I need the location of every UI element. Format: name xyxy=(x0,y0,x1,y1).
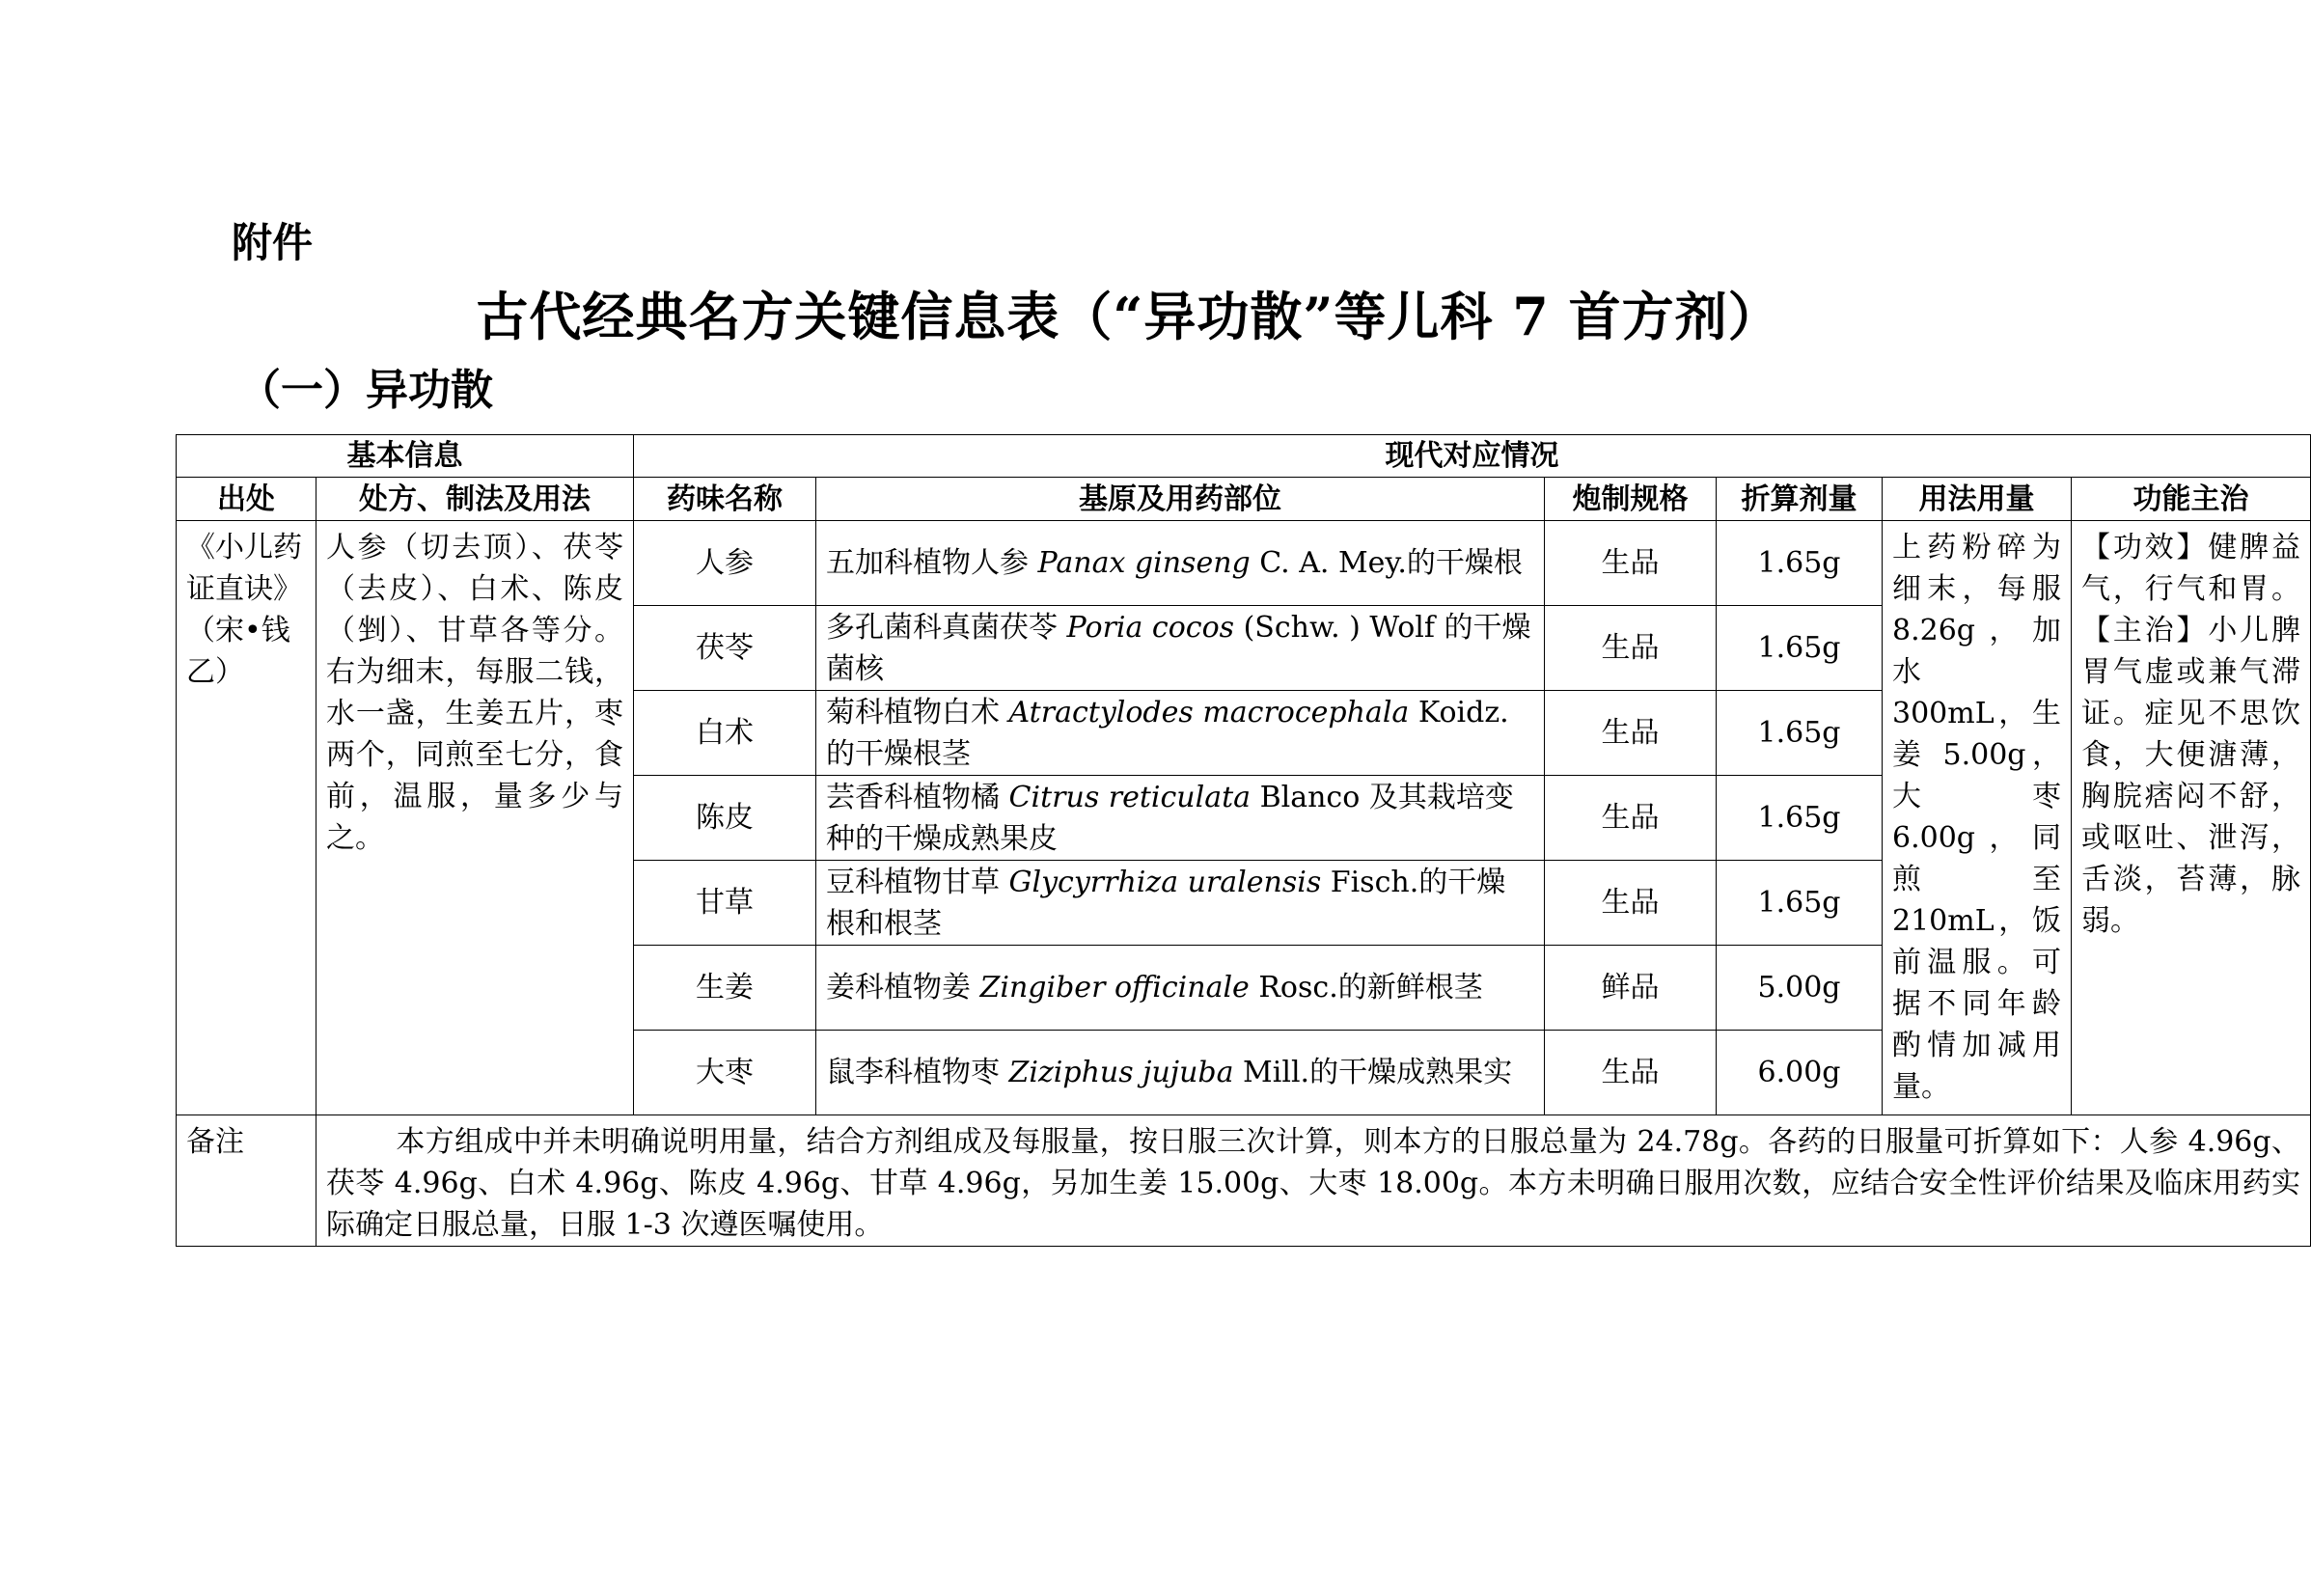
header-modern-info: 现代对应情况 xyxy=(634,435,2311,478)
note-label: 备注 xyxy=(177,1115,316,1247)
herb-dose: 1.65g xyxy=(1717,606,1883,691)
source-cell: 《小儿药证直诀》（宋•钱乙） xyxy=(177,521,316,1115)
herb-name: 茯苓 xyxy=(634,606,816,691)
herb-dose: 6.00g xyxy=(1717,1031,1883,1115)
herb-origin: 豆科植物甘草 Glycyrrhiza uralensis Fisch.的干燥根和根茎 xyxy=(816,861,1545,946)
col-header-processing: 炮制规格 xyxy=(1545,478,1717,521)
col-header-origin: 基原及用药部位 xyxy=(816,478,1545,521)
herb-origin: 五加科植物人参 Panax ginseng C. A. Mey.的干燥根 xyxy=(816,521,1545,606)
attachment-label: 附件 xyxy=(232,219,314,266)
note-body: 本方组成中并未明确说明用量，结合方剂组成及每服量，按日服三次计算，则本方的日服总量为 24.78g。各药的日服量可折算如下：人参 4.96g、茯苓 4.96g、白术 4.96g、陈皮 4.96g、甘草 4.96g，另加生姜 15.00g、大枣 18.00g。本方未明确日服用次数，应结合安全性评价结果及临床用药实际确定日服总量，日服 1-3 次遵医嘱使用。 xyxy=(326,1125,2300,1242)
prescription-cell: 人参（切去顶）、茯苓（去皮）、白术、陈皮（剉）、甘草各等分。右为细末，每服二钱，水一盏，生姜五片，枣两个，同煎至七分，食前，温服，量多少与之。 xyxy=(316,521,634,1115)
herb-dose: 1.65g xyxy=(1717,776,1883,861)
note-text xyxy=(316,1115,2311,1247)
section-title: （一）异功散 xyxy=(238,366,493,415)
herb-processing: 生品 xyxy=(1545,861,1717,946)
herb-processing: 生品 xyxy=(1545,776,1717,861)
function-cell: 【功效】健脾益气，行气和胃。【主治】小儿脾胃气虚或兼气滞证。症见不思饮食，大便溏薄，胸脘痞闷不舒，或呕吐、泄泻，舌淡，苔薄，脉弱。 xyxy=(2072,521,2311,1115)
herb-origin: 鼠李科植物枣 Ziziphus jujuba Mill.的干燥成熟果实 xyxy=(816,1031,1545,1115)
herb-processing: 生品 xyxy=(1545,691,1717,776)
header-basic-info: 基本信息 xyxy=(177,435,634,478)
herb-processing: 生品 xyxy=(1545,1031,1717,1115)
note-row xyxy=(177,1115,2311,1247)
herb-dose: 1.65g xyxy=(1717,521,1883,606)
col-header-prescription: 处方、制法及用法 xyxy=(316,478,634,521)
herb-origin: 多孔菌科真菌茯苓 Poria cocos (Schw. ) Wolf 的干燥菌核 xyxy=(816,606,1545,691)
herb-dose: 1.65g xyxy=(1717,691,1883,776)
usage-cell: 上药粉碎为细末，每服 8.26g，加水 300mL，生姜 5.00g，大枣 6.00g，同煎至 210mL，饭前温服。可据不同年龄酌情加减用量。 xyxy=(1883,521,2072,1115)
col-header-function: 功能主治 xyxy=(2072,478,2311,521)
col-header-dose: 折算剂量 xyxy=(1717,478,1883,521)
col-header-herb-name: 药味名称 xyxy=(634,478,816,521)
herb-origin: 菊科植物白术 Atractylodes macrocephala Koidz.的干燥根茎 xyxy=(816,691,1545,776)
document-title: 古代经典名方关键信息表（“异功散”等儿科 7 首方剂） xyxy=(476,286,1781,347)
herb-name: 大枣 xyxy=(634,1031,816,1115)
herb-origin: 芸香科植物橘 Citrus reticulata Blanco 及其栽培变种的干燥成熟果皮 xyxy=(816,776,1545,861)
herb-name: 人参 xyxy=(634,521,816,606)
key-info-table xyxy=(176,434,2311,1247)
herb-dose: 1.65g xyxy=(1717,861,1883,946)
herb-name: 甘草 xyxy=(634,861,816,946)
table-row xyxy=(177,521,2311,606)
col-header-usage: 用法用量 xyxy=(1883,478,2072,521)
herb-processing: 生品 xyxy=(1545,521,1717,606)
herb-origin: 姜科植物姜 Zingiber officinale Rosc.的新鲜根茎 xyxy=(816,946,1545,1031)
herb-dose: 5.00g xyxy=(1717,946,1883,1031)
col-header-source: 出处 xyxy=(177,478,316,521)
herb-processing: 鲜品 xyxy=(1545,946,1717,1031)
herb-name: 陈皮 xyxy=(634,776,816,861)
herb-processing: 生品 xyxy=(1545,606,1717,691)
herb-name: 白术 xyxy=(634,691,816,776)
herb-name: 生姜 xyxy=(634,946,816,1031)
